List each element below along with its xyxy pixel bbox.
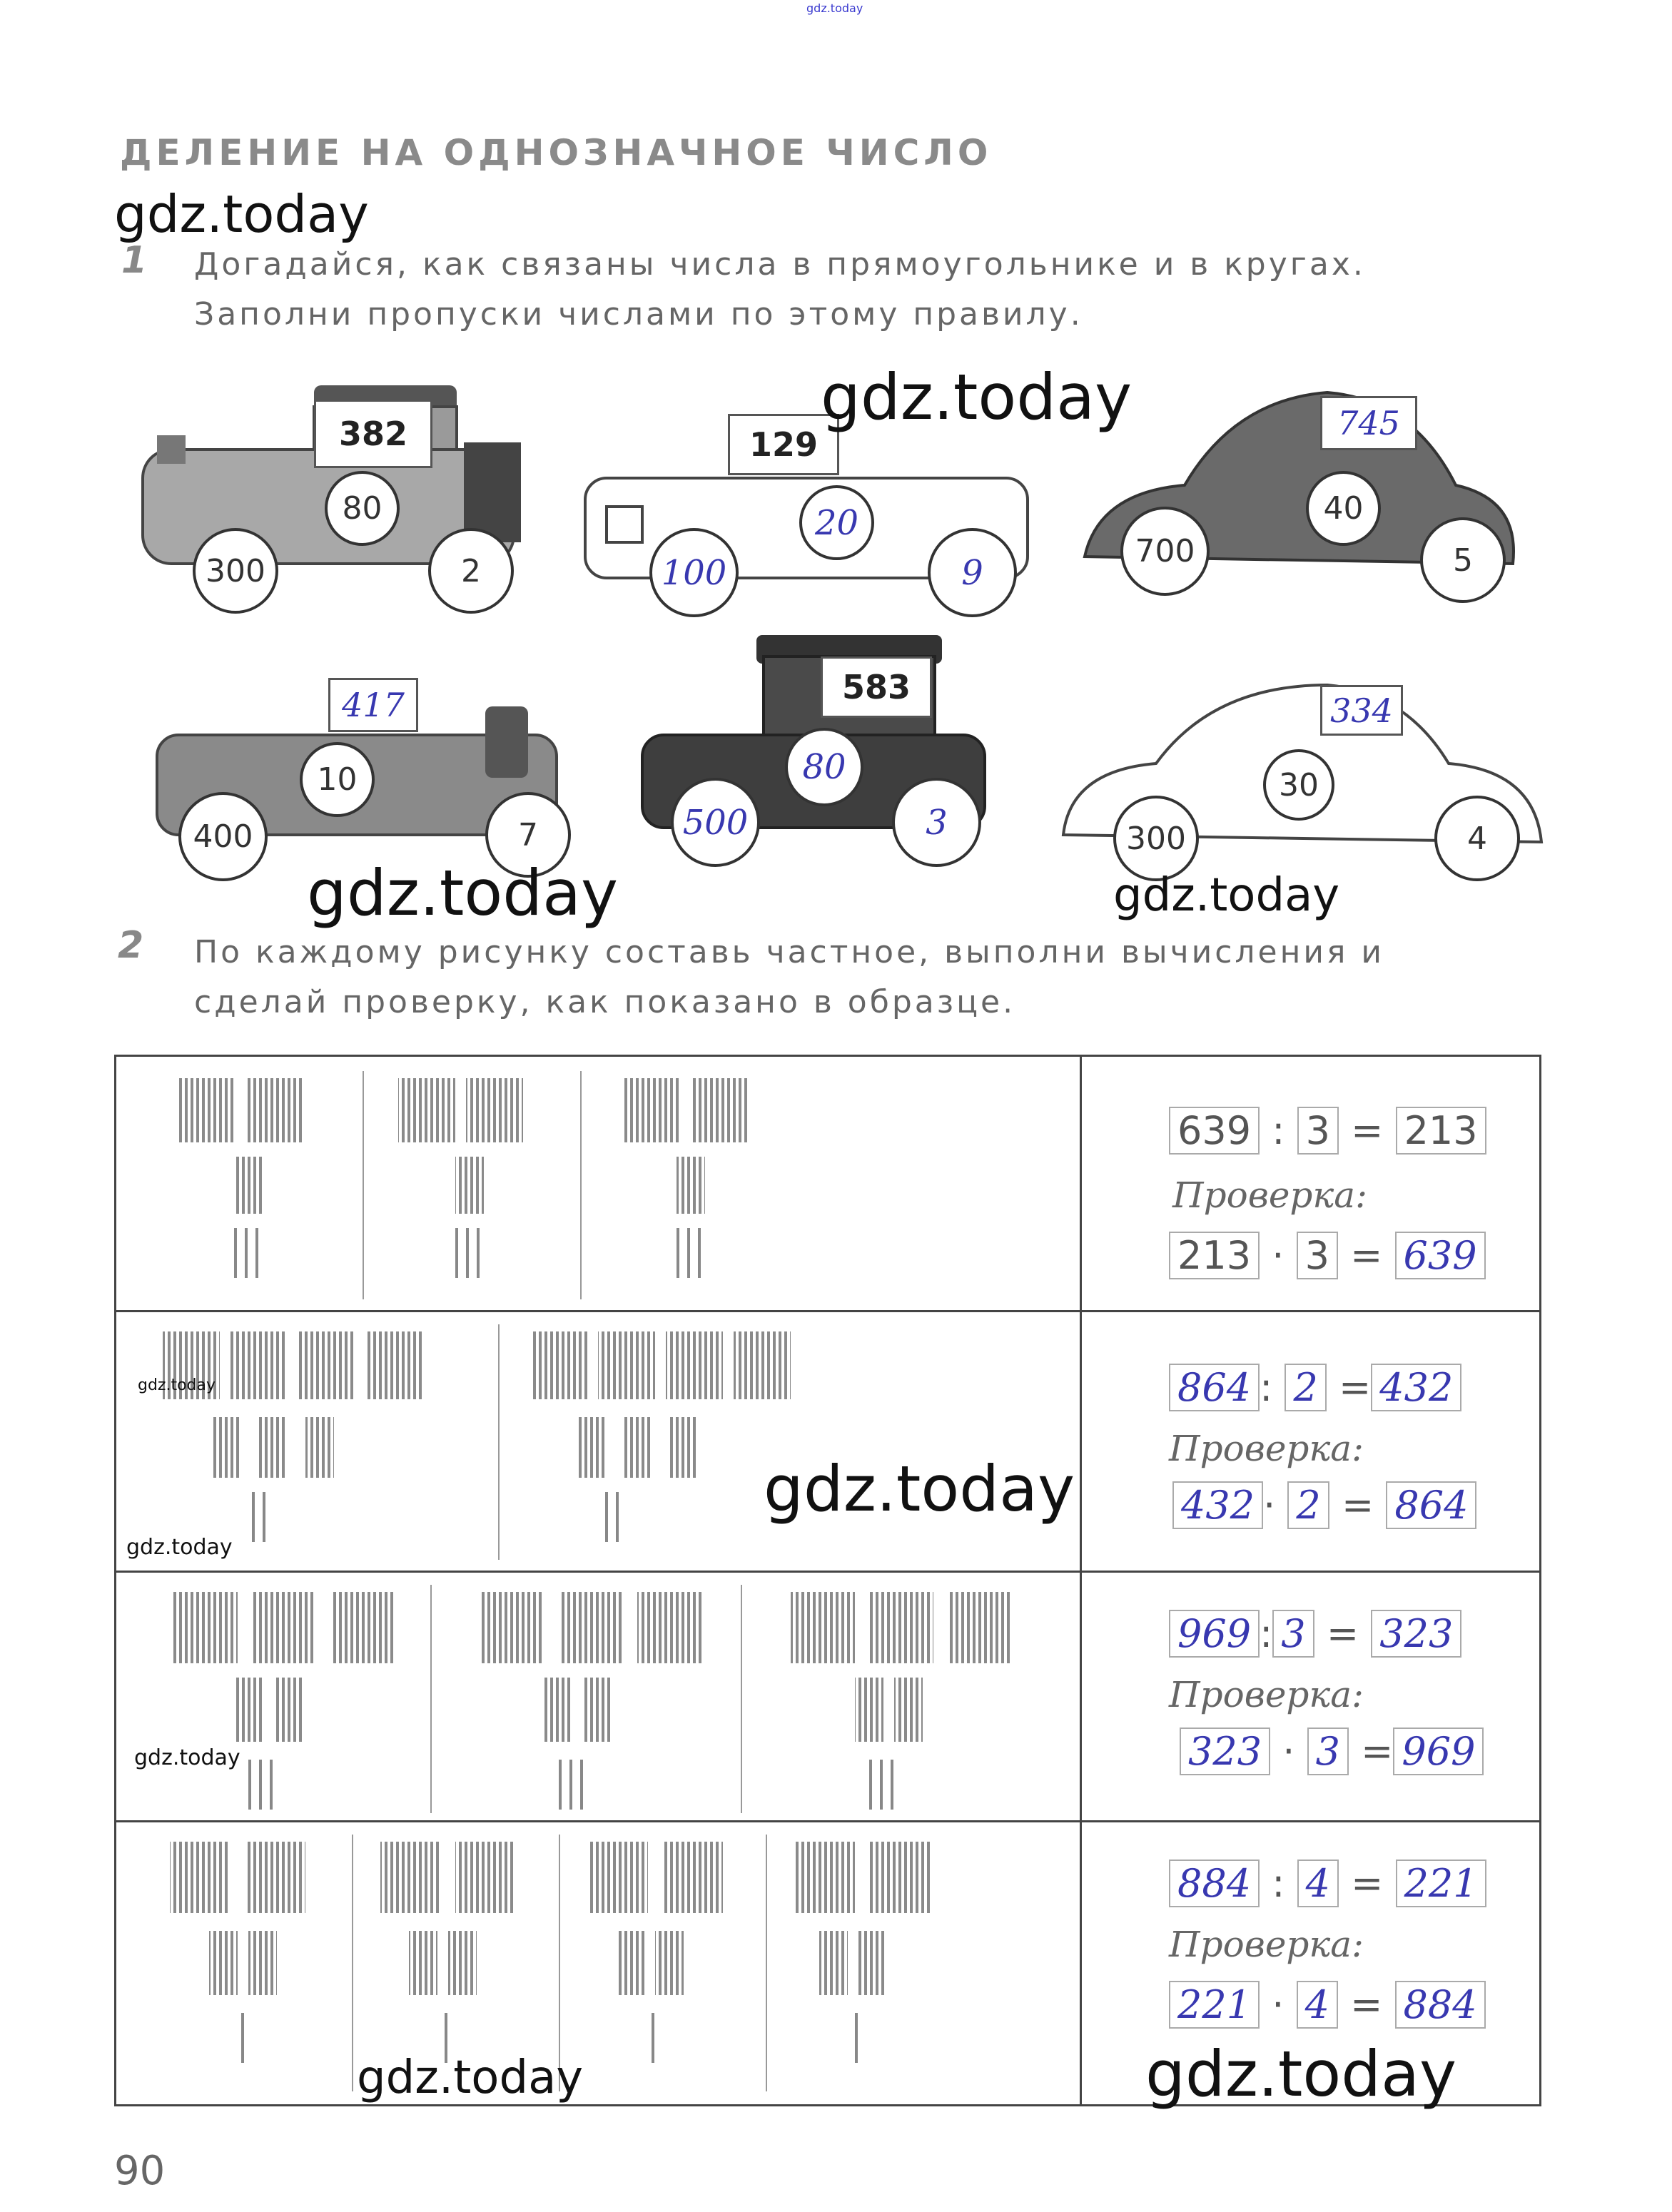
watermark-9: gdz.today	[357, 2051, 584, 2104]
car-2-circle-hundreds: 100	[649, 528, 739, 617]
row1-equation: 639 : 3 = 213	[1169, 1107, 1486, 1155]
car-3-circle-tens: 40	[1306, 471, 1381, 546]
car-4-circle-ones: 7	[485, 792, 571, 878]
car-2-circle-tens: 20	[799, 485, 874, 560]
car-4-circle-tens: 10	[300, 742, 375, 817]
car-1-plate: 382	[314, 400, 432, 468]
car-2-circle-ones: 9	[928, 528, 1017, 617]
watermark-6: gdz.today	[126, 1535, 233, 1560]
row3-check-label: Проверка:	[1169, 1674, 1364, 1715]
watermark-2: gdz.today	[821, 360, 1133, 434]
car-6	[1049, 671, 1549, 885]
task1-number: 1	[121, 239, 148, 282]
watermark-3: gdz.today	[307, 856, 619, 930]
car-4-plate: 417	[328, 678, 418, 732]
car-3-plate: 745	[1320, 396, 1417, 450]
car-3-circle-hundreds: 700	[1120, 507, 1210, 596]
top-watermark: gdz.today	[806, 1, 863, 15]
car-5-circle-ones: 3	[892, 778, 981, 867]
car-1-circle-tens: 80	[325, 471, 400, 546]
task2-number: 2	[118, 924, 144, 967]
car-6-circle-hundreds: 300	[1113, 796, 1199, 881]
task2-text-line2: сделай проверку, как показано в образце.	[194, 984, 1016, 1020]
car-5-plate: 583	[821, 656, 932, 718]
car-5	[628, 628, 999, 871]
row1-check-equation: 213 · 3 = 639	[1169, 1232, 1486, 1279]
task2-text-line1: По каждому рисунку составь частное, выполни вычисления и	[194, 934, 1385, 970]
car-6-circle-tens: 30	[1263, 749, 1334, 821]
car-2	[578, 414, 1035, 621]
row3-check-equation: 323 · 3 = 969	[1180, 1728, 1484, 1775]
task2-table	[114, 1055, 1541, 2106]
car-1-circle-hundreds: 300	[193, 528, 278, 614]
row1-check-label: Проверка:	[1172, 1175, 1367, 1216]
car-6-circle-ones: 4	[1434, 796, 1520, 881]
row2-check-equation: 432 · 2 = 864	[1172, 1481, 1476, 1529]
row4-check-label: Проверка:	[1169, 1924, 1364, 1965]
car-5-circle-hundreds: 500	[671, 778, 760, 867]
car-1	[128, 378, 542, 607]
section-title: ДЕЛЕНИЕ НА ОДНОЗНАЧНОЕ ЧИСЛО	[120, 132, 993, 173]
watermark-5: gdz.today	[138, 1376, 216, 1394]
bundles-drawing	[116, 1057, 1080, 2106]
row2-equation: 864 : 2 = 432	[1169, 1364, 1461, 1411]
car-2-plate: 129	[728, 414, 839, 475]
row2-check-label: Проверка:	[1169, 1428, 1364, 1469]
watermark-10: gdz.today	[1145, 2037, 1457, 2111]
watermark-1: gdz.today	[114, 184, 369, 244]
page-number: 90	[114, 2148, 166, 2194]
task1-text-line2: Заполни пропуски числами по этому правилу.	[194, 296, 1083, 333]
car-4	[150, 671, 578, 878]
watermark-7: gdz.today	[134, 1745, 240, 1770]
watermark-8: gdz.today	[764, 1452, 1075, 1526]
task1-text-line1: Догадайся, как связаны числа в прямоугольнике и в кругах.	[194, 246, 1366, 283]
car-5-circle-tens: 80	[785, 728, 863, 806]
car-3-circle-ones: 5	[1420, 517, 1506, 603]
car-4-circle-hundreds: 400	[178, 792, 268, 881]
watermark-4: gdz.today	[1113, 869, 1340, 922]
car-6-plate: 334	[1320, 685, 1403, 736]
row3-equation: 969 : 3 = 323	[1169, 1610, 1461, 1658]
row4-equation: 884 : 4 = 221	[1169, 1860, 1486, 1907]
car-1-circle-ones: 2	[428, 528, 514, 614]
row4-check-equation: 221 · 4 = 884	[1169, 1981, 1486, 2029]
car-3	[1070, 378, 1527, 607]
